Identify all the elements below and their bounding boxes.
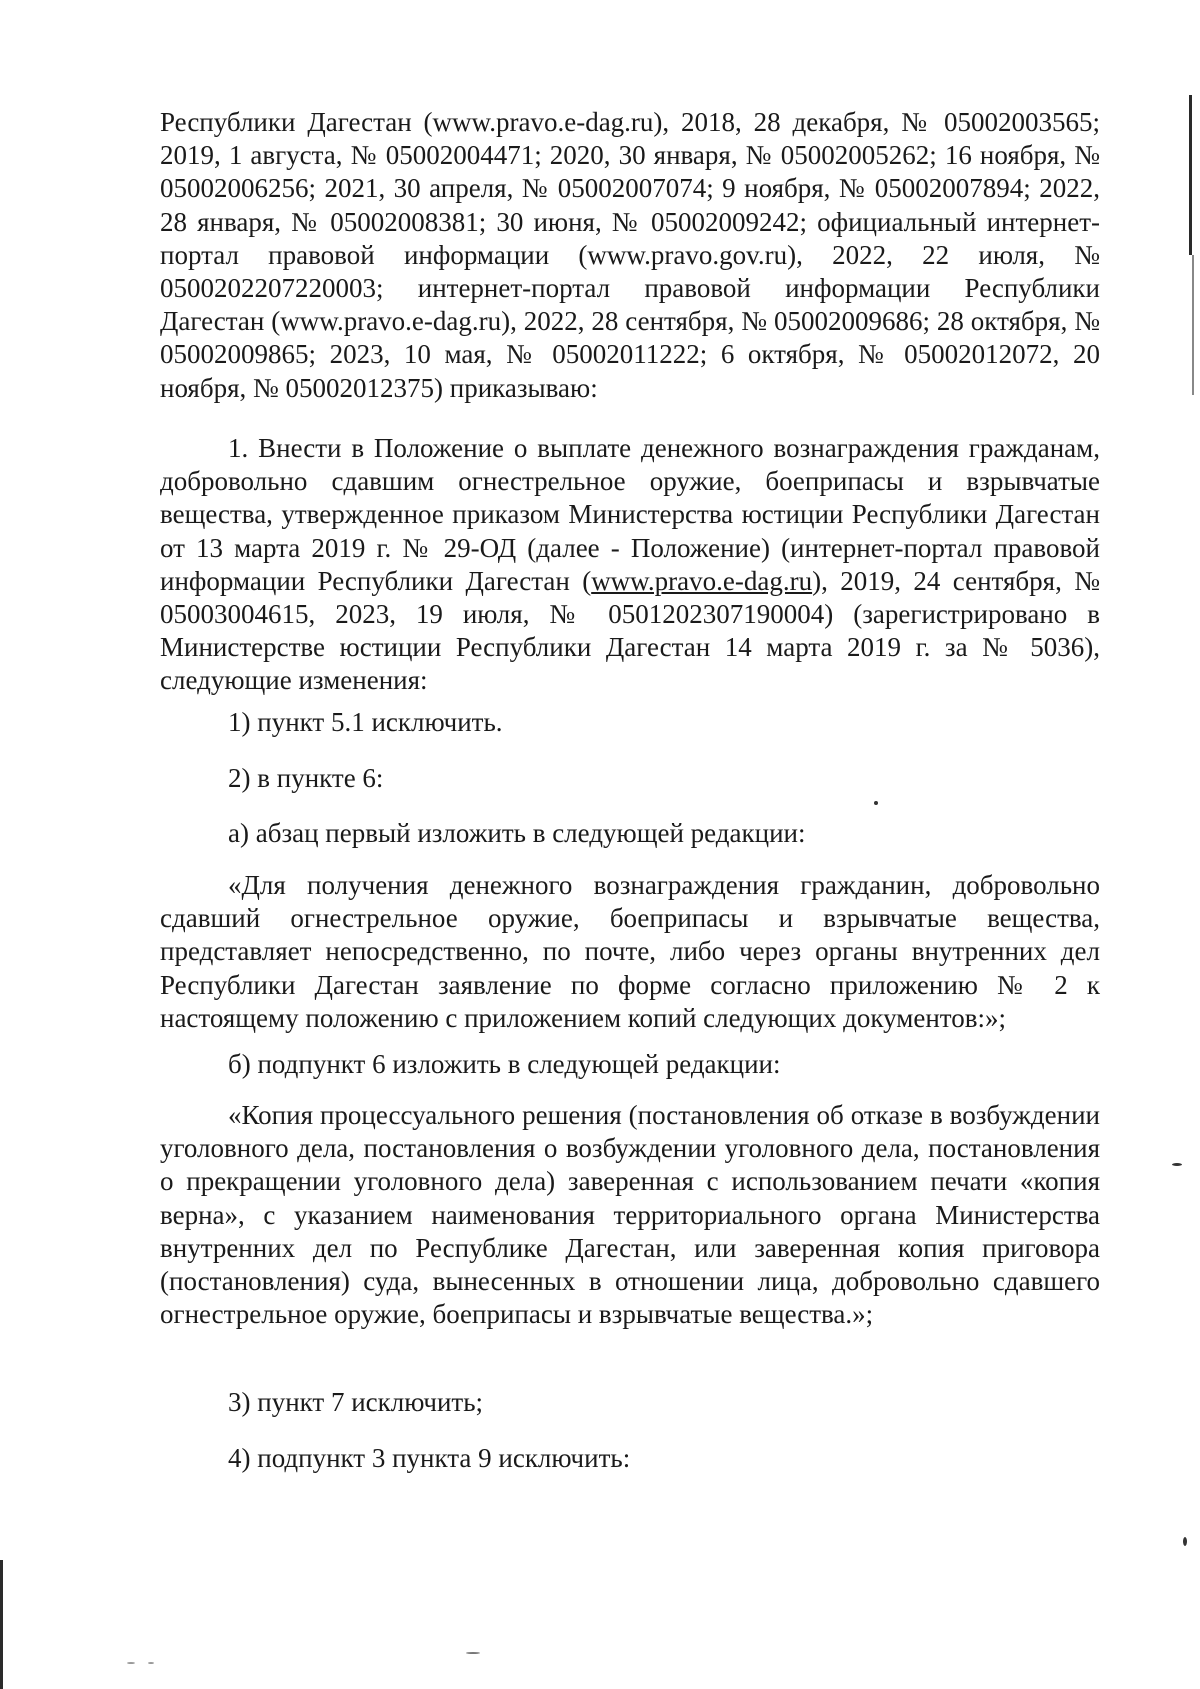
- item-1-exclude-5-1: 1) пункт 5.1 исключить.: [228, 707, 503, 737]
- scan-edge-line-right-faint: [1192, 255, 1194, 395]
- pravo-e-dag-link: www.pravo.e-dag.ru: [591, 565, 813, 596]
- intro-paragraph: [160, 106, 1100, 405]
- intro-paragraph-text: Республики Дагестан (www.pravo.e-dag.ru), 2018, 28 декабря, № 05002003565; 2019, 1 августа, № 05002004471; 2020, 30 января, № 05002005262; 16 ноября, № 05002006256; 2021, 30 апреля, № 05002007074; 9 ноября, № 05002007894; 2022, 28 января, № 05002008381; 30 июня, № 05002009242; официальный интернет-портал правовой информации (www.pravo.gov.ru), 2022, 22 июля, № 0500202207220003; интернет-портал правовой информации Республики Дагестан (www.pravo.e-dag.ru), 2022, 28 сентября, № 05002009686; 28 октября, № 05002009865; 2023, 10 мая, № 05002011222; 6 октября, № 05002012072, 20 ноября, № 05002012375) приказываю:: [160, 107, 1100, 403]
- scan-speck: [1172, 1163, 1182, 1166]
- quote-2-text: «Копия процессуального решения (постановления об отказе в возбуждении уголовного дела, постановления о возбуждении уголовного дела, постановления о прекращении уголовного дела) заверенная с использованием печати «копия верна», с указанием наименования территориального органа Министерства внутренних дел по Республике Дагестан, или заверенная копия приговора (постановления) суда, вынесенных в отношении лица, добровольно сдавшего огнестрельное оружие, боеприпасы и взрывчатые вещества.»;: [160, 1100, 1100, 1330]
- amendment-paragraph: [160, 432, 1100, 698]
- scan-speck: [148, 1662, 154, 1664]
- quote-1-paragraph: [160, 869, 1100, 1035]
- quote-2-paragraph: [160, 1099, 1100, 1331]
- amendment-text-before-link: 1. Внести в Положение о выплате денежного вознаграждения гражданам, добровольно сдавшим огнестрельное оружие, боеприпасы и взрывчатые вещества, утвержденное приказом Министерства юстиции Республики Дагестан от 13 марта 2019 г. № 29-ОД (далее - Положение) (интернет-портал правовой информации Республики Дагестан (: [160, 433, 1100, 596]
- item-2b-subpoint-6: б) подпункт 6 изложить в следующей редакции:: [228, 1049, 781, 1079]
- item-4-exclude-subpoint-3: 4) подпункт 3 пункта 9 исключить:: [228, 1443, 631, 1473]
- scan-speck: [127, 1662, 135, 1664]
- scan-speck: [874, 801, 878, 805]
- amendment-text-after-link: ), 2019, 24 сентября, № 05003004615, 2023, 19 июля, № 0501202307190004) (зарегистрировано в Министерстве юстиции Республики Дагестан 14 марта 2019 г. за № 5036), следующие изменения:: [160, 565, 1100, 696]
- item-2a-first-paragraph: а) абзац первый изложить в следующей редакции:: [228, 818, 806, 848]
- scan-edge-line-right: [1189, 95, 1192, 255]
- scan-edge-line-left: [0, 1560, 3, 1689]
- item-3-exclude-point-7: 3) пункт 7 исключить;: [228, 1387, 484, 1417]
- quote-1-text: «Для получения денежного вознаграждения гражданин, добровольно сдавший огнестрельное оружие, боеприпасы и взрывчатые вещества, представляет непосредственно, по почте, либо через органы внутренних дел Республики Дагестан заявление по форме согласно приложению № 2 к настоящему положению с приложением копий следующих документов:»;: [160, 870, 1100, 1033]
- scan-speck: [1183, 1537, 1187, 1546]
- amendment-paragraph-text: [160, 432, 1100, 698]
- item-2-in-point-6: 2) в пункте 6:: [228, 763, 384, 793]
- scan-speck: [466, 1652, 480, 1654]
